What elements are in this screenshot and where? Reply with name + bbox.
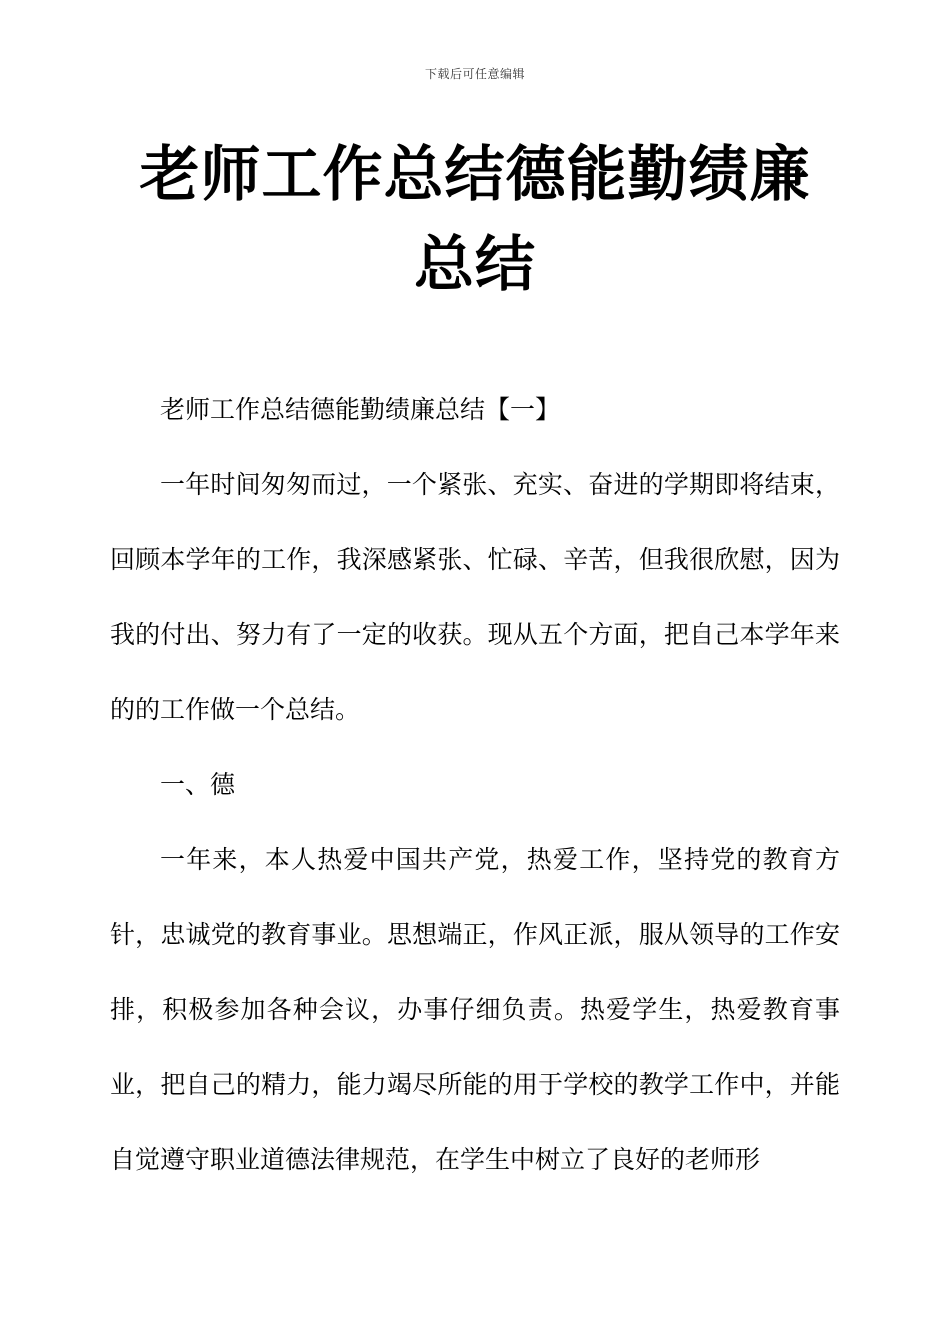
header-note: 下载后可任意编辑	[424, 67, 525, 81]
section-heading-1: 老师工作总结德能勤绩廉总结【一】	[160, 395, 561, 424]
document-body	[110, 372, 840, 1197]
subsection-heading-de: 一、德	[160, 770, 236, 799]
body-paragraph-intro: 一年时间匆匆而过，一个紧张、充实、奋进的学期即将结束，回顾本学年的工作，我深感紧张、忙碌、辛苦，但我很欣慰，因为我的付出、努力有了一定的收获。现从五个方面，把自己本学年来的的工作做一个总结。	[110, 470, 840, 724]
body-paragraph-de: 一年来，本人热爱中国共产党，热爱工作，坚持党的教育方针，忠诚党的教育事业。思想端正，作风正派，服从领导的工作安排，积极参加各种会议，办事仔细负责。热爱学生，热爱教育事业，把自己的精力，能力竭尽所能的用于学校的教学工作中，并能自觉遵守职业道德法律规范，在学生中树立了良好的老师形	[110, 845, 840, 1174]
document-title: 老师工作总结德能勤绩廉总结	[139, 140, 811, 300]
